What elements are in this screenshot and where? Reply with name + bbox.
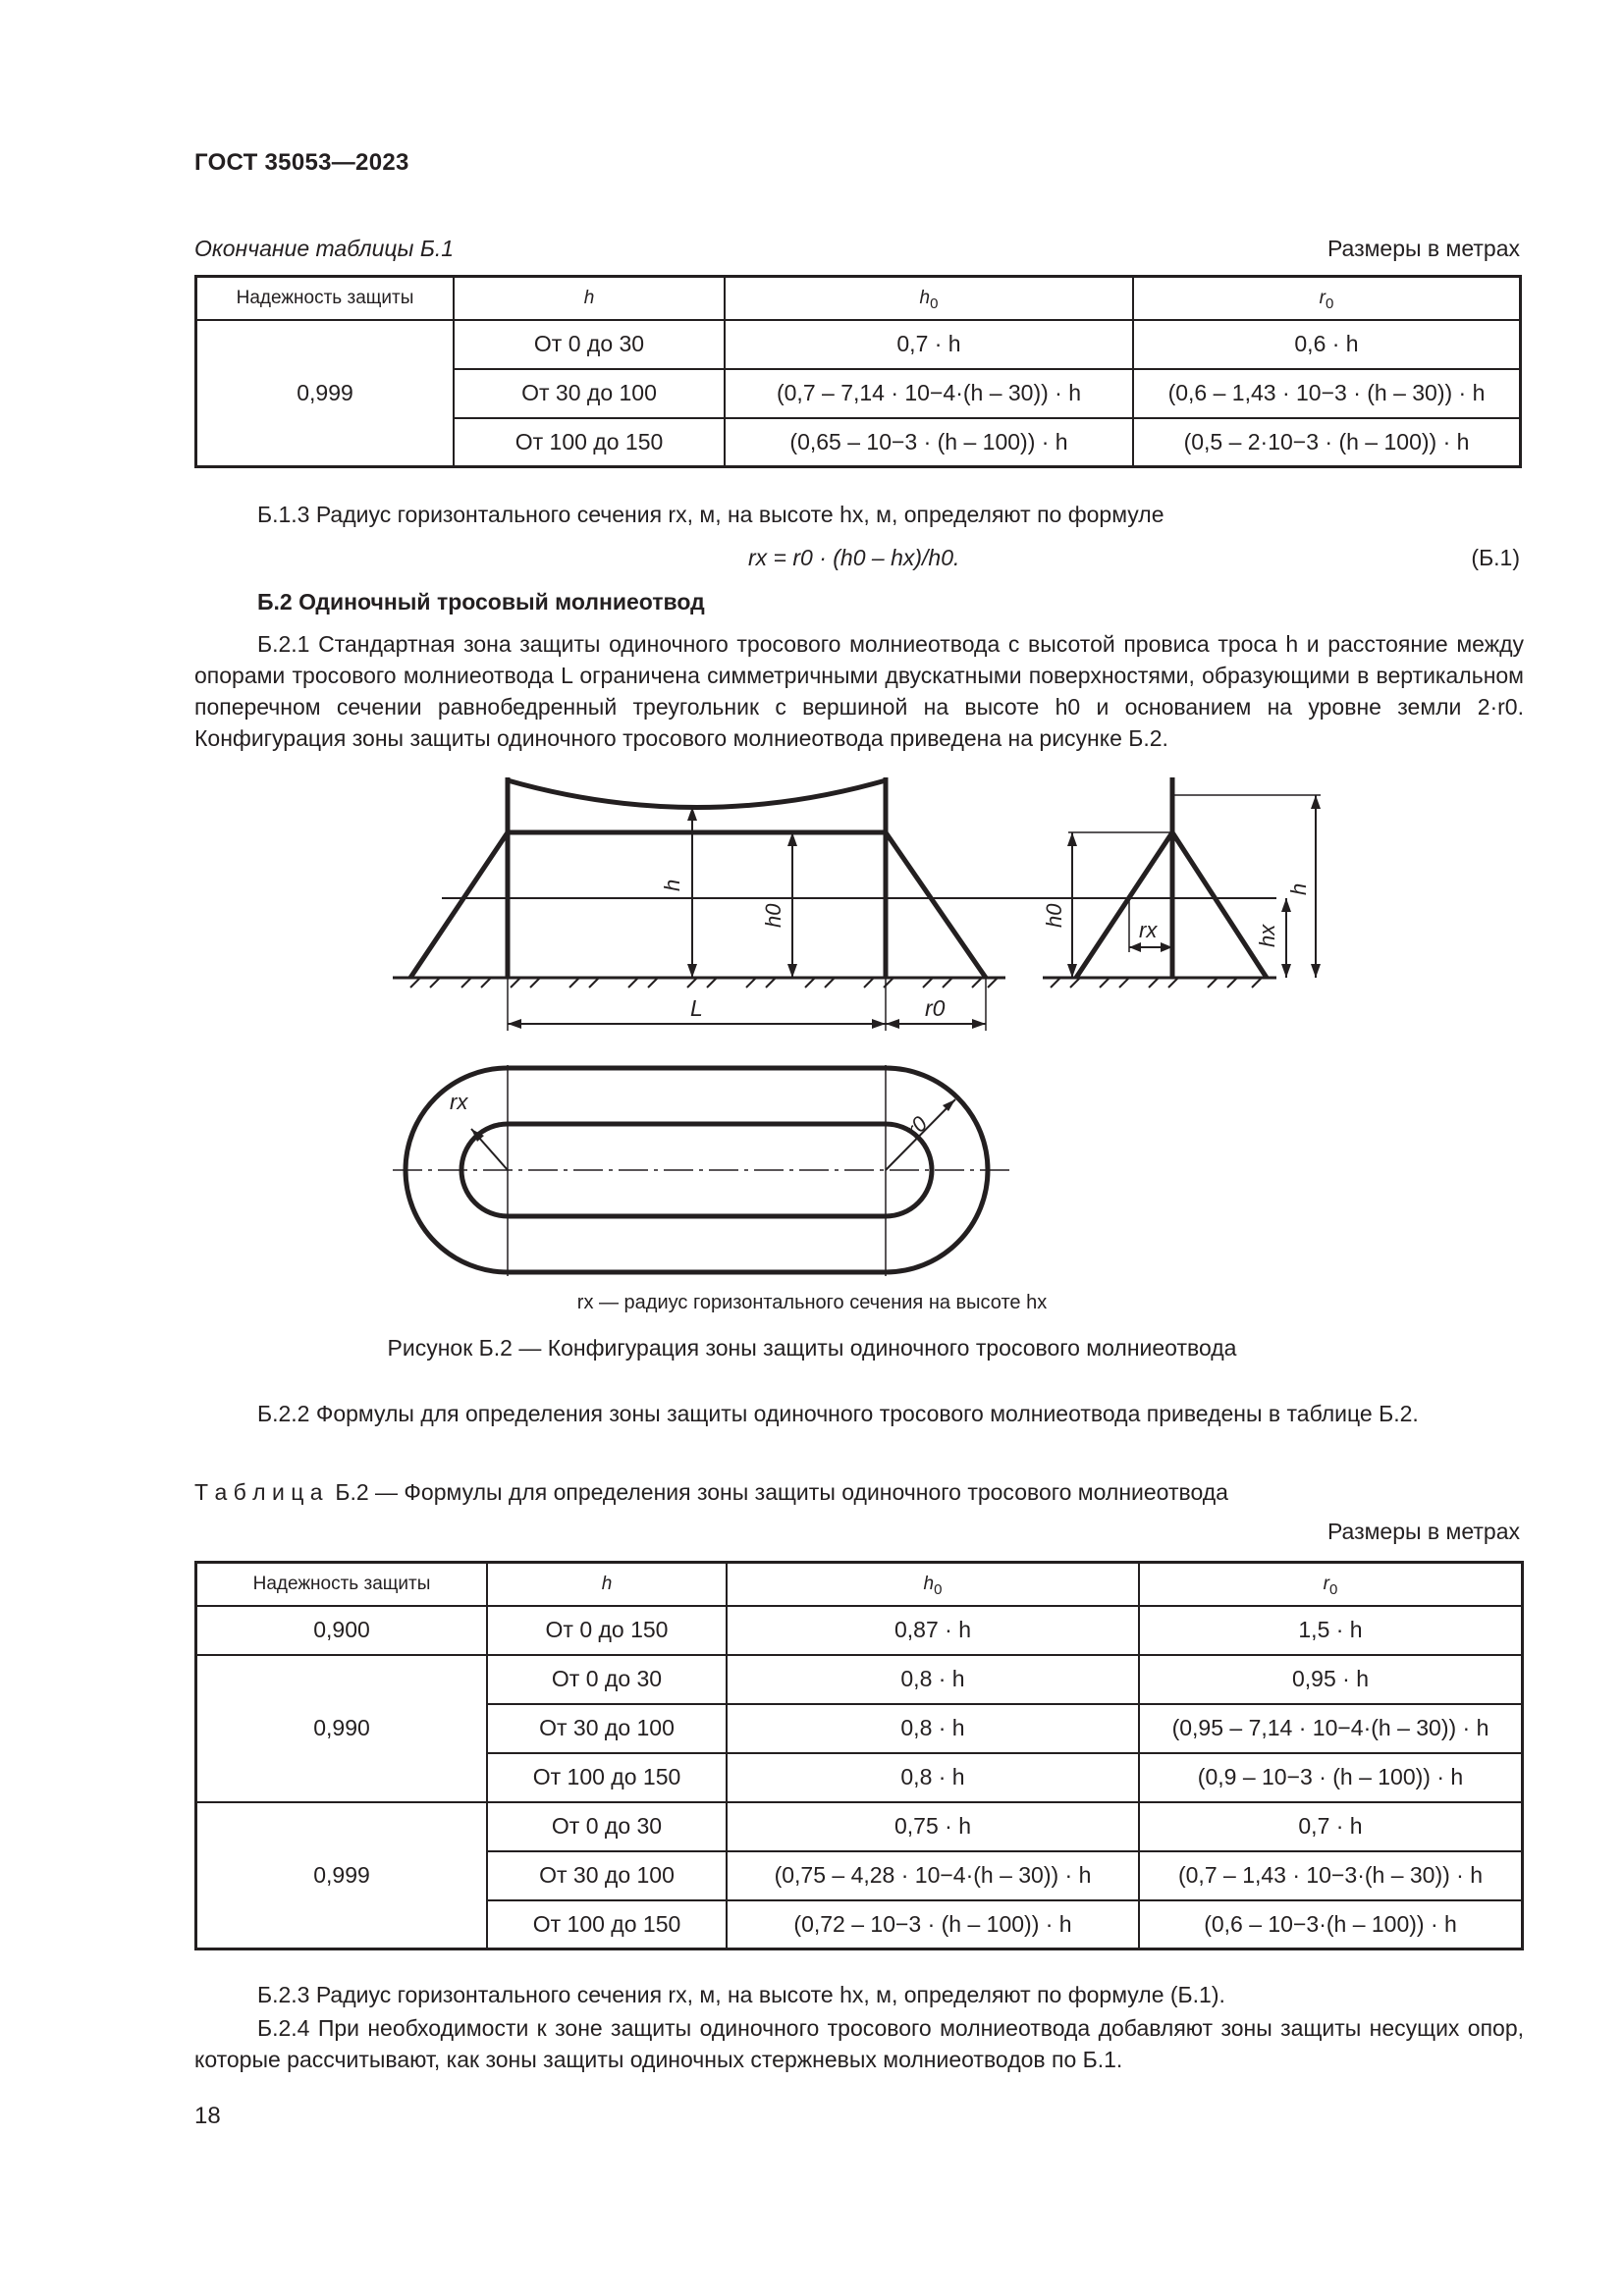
table2-cell-h0: (0,72 – 10−3 · (h – 100)) · h — [727, 1900, 1139, 1949]
table1-cell-r0: (0,5 – 2·10−3 · (h – 100)) · h — [1133, 418, 1521, 467]
table2-cell-h0: 0,8 · h — [727, 1704, 1139, 1753]
table2-caption-prefix: Т а б л и ц а — [194, 1479, 323, 1505]
zone-slope-left — [410, 832, 508, 978]
table2-header-reliability: Надежность защиты — [196, 1563, 488, 1606]
table2-cell-h0: 0,8 · h — [727, 1753, 1139, 1802]
table2-cell-h: От 100 до 150 — [487, 1900, 727, 1949]
table1-header-r0: $r_0$ — [1133, 277, 1521, 320]
section-b2-heading: Б.2 Одиночный тросовый молниеотвод — [257, 589, 705, 614]
table1 — [194, 275, 1522, 468]
table2-caption — [194, 1476, 1228, 1508]
table2-cell-h0: 0,87 · h — [727, 1606, 1139, 1655]
table2 — [194, 1561, 1524, 1950]
table2-cell-h: От 0 до 30 — [487, 1655, 727, 1704]
section-slope-right — [1172, 832, 1267, 978]
table2-cell-h: От 0 до 150 — [487, 1606, 727, 1655]
table2-cell-h: От 100 до 150 — [487, 1753, 727, 1802]
table2-cell-r0: (0,95 – 7,14 · 10−4·(h – 30)) · h — [1139, 1704, 1523, 1753]
label-h-section: h — [1286, 882, 1311, 895]
table1-header-h0: $h_0$ — [725, 277, 1133, 320]
paragraph-b22: Б.2.2 Формулы для определения зоны защиты одиночного тросового молниеотвода приведены в таблице Б.2. — [257, 1401, 1419, 1426]
table1-cell-h: От 100 до 150 — [454, 418, 725, 467]
table2-cell-h: От 0 до 30 — [487, 1802, 727, 1851]
label-hx: hx — [1255, 924, 1279, 947]
figure-b2 — [373, 766, 1335, 1306]
table1-cell-h0: 0,7 · h — [725, 320, 1133, 369]
label-h: h — [660, 879, 684, 891]
table2-reliability-cell: 0,990 — [196, 1655, 488, 1802]
label-rx-plan: rx — [450, 1090, 468, 1114]
table1-cell-h0: (0,7 – 7,14 · 10−4·(h – 30)) · h — [725, 369, 1133, 418]
formula-b1: rx = r0 · (h0 – hx)/h0. — [748, 545, 960, 570]
table1-units: Размеры в метрах — [1326, 236, 1520, 261]
figure-legend: rx — радиус горизонтального сечения на высоте hx — [576, 1292, 1048, 1313]
table2-cell-r0: (0,6 – 10−3·(h – 100)) · h — [1139, 1900, 1523, 1949]
paragraph-b23: Б.2.3 Радиус горизонтального сечения rx, м, на высоте hx, м, определяют по формуле (Б.1). — [257, 1982, 1225, 2007]
table2-reliability-cell: 0,999 — [196, 1802, 488, 1949]
label-L: L — [690, 995, 703, 1021]
table2-cell-h: От 30 до 100 — [487, 1704, 727, 1753]
label-r0: r0 — [925, 995, 946, 1021]
label-h0: h0 — [761, 903, 785, 928]
table2-header-h0: $h_0$ — [727, 1563, 1139, 1606]
table2-cell-h0: (0,75 – 4,28 · 10−4·(h – 30)) · h — [727, 1851, 1139, 1900]
page-number: 18 — [194, 2103, 221, 2129]
table1-cell-h: От 30 до 100 — [454, 369, 725, 418]
document-title: ГОСТ 35053—2023 — [194, 149, 409, 176]
table2-cell-h0: 0,8 · h — [727, 1655, 1139, 1704]
section-slope-left — [1076, 832, 1172, 978]
paragraph-b13: Б.1.3 Радиус горизонтального сечения rx, м, на высоте hx, м, определяют по формуле — [257, 502, 1164, 527]
table1-header-h: h — [454, 277, 725, 320]
table2-cell-h0: 0,75 · h — [727, 1802, 1139, 1851]
table1-cell-r0: 0,6 · h — [1133, 320, 1521, 369]
table2-cell-r0: (0,7 – 1,43 · 10−3·(h – 30)) · h — [1139, 1851, 1523, 1900]
table2-header-h: h — [487, 1563, 727, 1606]
table2-cell-r0: 1,5 · h — [1139, 1606, 1523, 1655]
formula-number: (Б.1) — [1471, 545, 1520, 570]
table2-reliability-cell: 0,900 — [196, 1606, 488, 1655]
label-rx-section: rx — [1139, 918, 1158, 942]
table2-cell-r0: (0,9 – 10−3 · (h – 100)) · h — [1139, 1753, 1523, 1802]
table1-header-reliability: Надежность защиты — [196, 277, 455, 320]
table1-cell-h0: (0,65 – 10−3 · (h – 100)) · h — [725, 418, 1133, 467]
zone-slope-right — [886, 832, 986, 978]
figure-caption: Рисунок Б.2 — Конфигурация зоны защиты одиночного тросового молниеотвода — [387, 1335, 1237, 1361]
table2-cell-r0: 0,7 · h — [1139, 1802, 1523, 1851]
table2-header-r0: $r_0$ — [1139, 1563, 1523, 1606]
table1-caption: Окончание таблицы Б.1 — [194, 236, 455, 261]
table2-units: Размеры в метрах — [1326, 1519, 1520, 1544]
table2-caption-text: Б.2 — Формулы для определения зоны защиты одиночного тросового молниеотвода — [335, 1479, 1228, 1505]
table1-reliability-cell: 0,999 — [196, 320, 455, 467]
table1-cell-r0: (0,6 – 1,43 · 10−3 · (h – 30)) · h — [1133, 369, 1521, 418]
cable — [508, 780, 886, 808]
label-h0-section: h0 — [1042, 903, 1066, 928]
paragraph-b24: Б.2.4 При необходимости к зоне защиты одиночного тросового молниеотвода добавляют зоны защиты несущих опор, которые рассчитывают, как зоны защиты одиночных стержневых молниеотводов по Б.1. — [194, 2015, 1524, 2072]
label-r0-plan: r0 — [900, 1111, 933, 1143]
table2-cell-h: От 30 до 100 — [487, 1851, 727, 1900]
table1-cell-h: От 0 до 30 — [454, 320, 725, 369]
table2-cell-r0: 0,95 · h — [1139, 1655, 1523, 1704]
paragraph-b21: Б.2.1 Стандартная зона защиты одиночного тросового молниеотвода с высотой провиса троса h и расстояние между опорами тросового молниеотвода L ограничена симметричными двускатными поверхностями, образующими в вертикальном поперечном сечении равнобедренный треугольник с вершиной на высоте h0 и основанием на уровне земли 2·r0. Конфигурация зоны защиты одиночного тросового молниеотвода приведена на рисунке Б.2. — [194, 631, 1524, 751]
